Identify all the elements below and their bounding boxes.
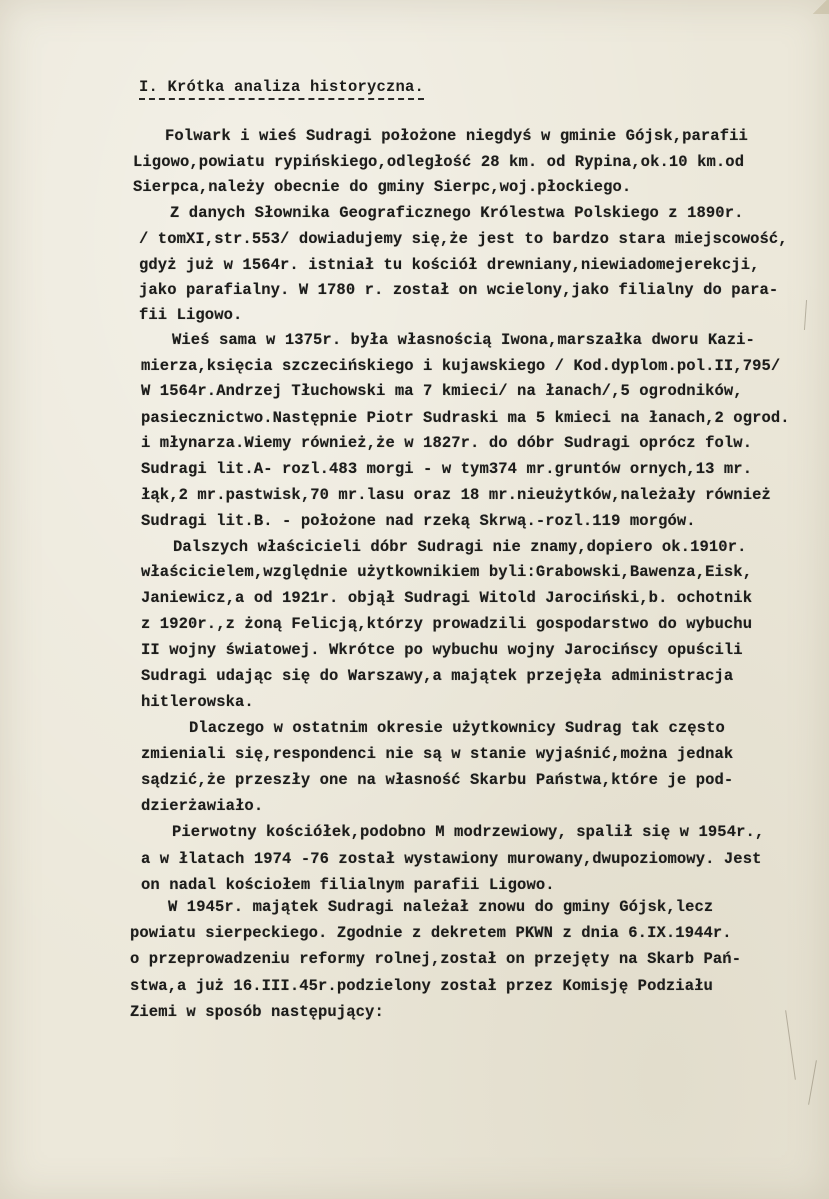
text-line: W 1945r. majątek Sudragi należał znowu do gminy Gójsk,lecz — [168, 898, 714, 916]
paper-crease-mark — [804, 300, 807, 330]
text-line: Sierpca,należy obecnie do gminy Sierpc,woj.płockiego. — [133, 178, 632, 196]
text-line: Sudragi lit.A- rozl.483 morgi - w tym374 mr.gruntów ornych,13 mr. — [141, 460, 753, 478]
text-line: Folwark i wieś Sudragi położone niegdyś w gminie Gójsk,parafii — [165, 127, 748, 145]
text-line: pasiecznictwo.Następnie Piotr Sudraski ma 5 kmieci na łanach,2 ogrod. — [141, 409, 790, 427]
text-line: i młynarza.Wiemy również,że w 1827r. do dóbr Sudragi oprócz folw. — [141, 434, 753, 452]
text-line: dzierżawiało. — [141, 797, 264, 815]
text-line: Z danych Słownika Geograficznego Królestwa Polskiego z 1890r. — [170, 204, 744, 222]
text-line: Sudragi udając się do Warszawy,a majątek przejęła administracja — [141, 667, 734, 685]
paper-crease-mark — [808, 1060, 817, 1104]
text-line: fii Ligowo. — [139, 306, 243, 324]
text-line: II wojny światowej. Wkrótce po wybuchu wojny Jarocińscy opuścili — [141, 641, 743, 659]
text-line: jako parafialny. W 1780 r. został on wcielony,jako filialny do para- — [139, 281, 779, 299]
text-line: Dlaczego w ostatnim okresie użytkownicy Sudrag tak często — [189, 719, 725, 737]
text-line: łąk,2 mr.pastwisk,70 mr.lasu oraz 18 mr.nieużytków,należały również — [141, 486, 771, 504]
paper-crease-mark — [785, 1010, 796, 1079]
text-line: on nadal kościołem filialnym parafii Ligowo. — [141, 876, 555, 894]
text-line: Sudragi lit.B. - położone nad rzeką Skrwą.-rozl.119 morgów. — [141, 512, 696, 530]
text-line: Wieś sama w 1375r. była własnością Iwona,marszałka dworu Kazi- — [172, 331, 755, 349]
text-line: właścicielem,względnie użytkownikiem byli:Grabowski,Bawenza,Eisk, — [141, 563, 753, 581]
text-line: sądzić,że przeszły one na własność Skarbu Państwa,które je pod- — [141, 771, 734, 789]
text-line: a w łlatach 1974 -76 został wystawiony murowany,dwupoziomowy. Jest — [141, 850, 762, 868]
text-line: o przeprowadzeniu reformy rolnej,został on przejęty na Skarb Pań- — [130, 950, 742, 968]
page-corner-fold — [811, 0, 829, 14]
text-line: mierza,księcia szczecińskiego i kujawskiego / Kod.dyplom.pol.II,795/ — [141, 357, 781, 375]
section-heading: I. Krótka analiza historyczna. — [139, 78, 424, 100]
text-line: Janiewicz,a od 1921r. objął Sudragi Witold Jarociński,b. ochotnik — [141, 589, 753, 607]
text-line: hitlerowska. — [141, 693, 254, 711]
text-line: z 1920r.,z żoną Felicją,którzy prowadzili gospodarstwo do wybuchu — [141, 615, 753, 633]
text-line: zmieniali się,respondenci nie są w stanie wyjaśnić,można jednak — [141, 745, 734, 763]
text-line: / tomXI,str.553/ dowiadujemy się,że jest to bardzo stara miejscowość, — [139, 230, 788, 248]
text-line: Ligowo,powiatu rypińskiego,odległość 28 km. od Rypina,ok.10 km.od — [133, 153, 745, 171]
text-line: stwa,a już 16.III.45r.podzielony został przez Komisję Podziału — [130, 977, 713, 995]
text-line: Dalszych właścicieli dóbr Sudragi nie znamy,dopiero ok.1910r. — [173, 538, 747, 556]
text-line: Ziemi w sposób następujący: — [130, 1003, 384, 1021]
text-line: powiatu sierpeckiego. Zgodnie z dekretem PKWN z dnia 6.IX.1944r. — [130, 924, 732, 942]
text-line: Pierwotny kościółek,podobno M modrzewiowy, spalił się w 1954r., — [172, 823, 765, 841]
text-line: W 1564r.Andrzej Tłuchowski ma 7 kmieci/ na łanach/,5 ogrodników, — [141, 382, 743, 400]
text-line: gdyż już w 1564r. istniał tu kościół drewniany,niewiadomejerekcji, — [139, 256, 760, 274]
